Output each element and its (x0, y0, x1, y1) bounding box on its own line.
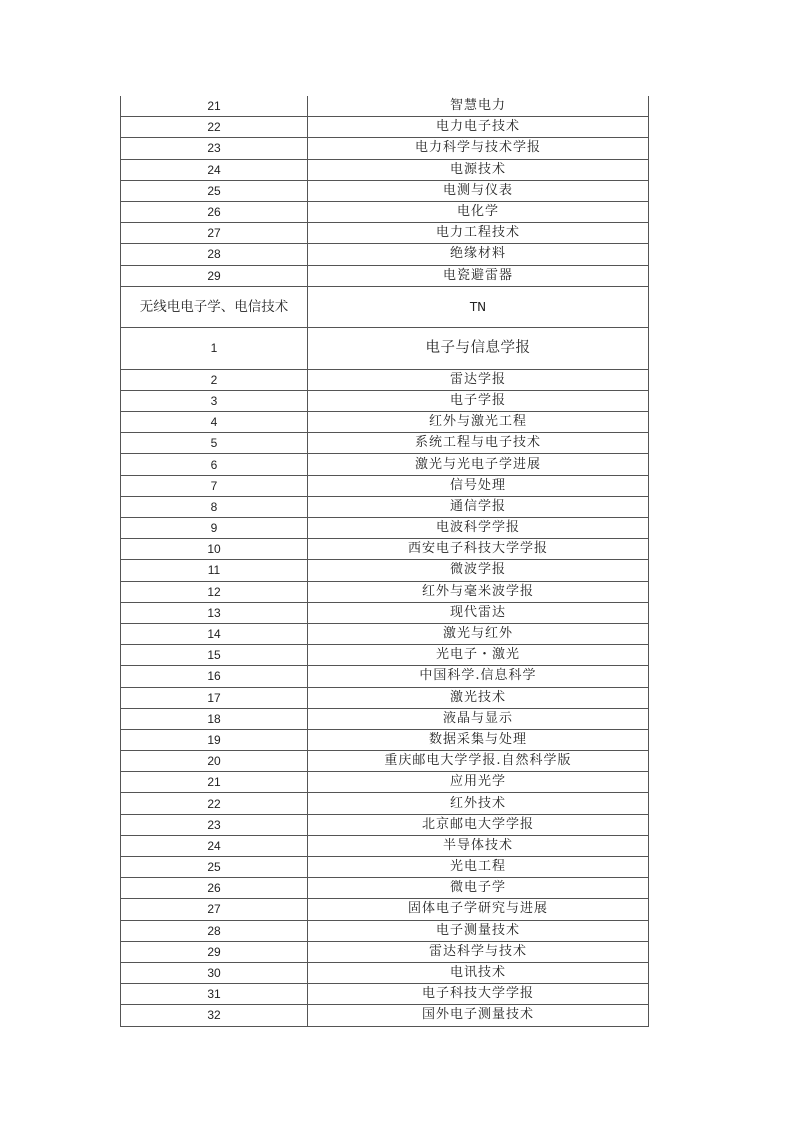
table-row (121, 496, 649, 517)
table-row (121, 369, 649, 390)
row-number: 21 (121, 96, 308, 117)
journal-title: 数据采集与处理 (308, 729, 649, 750)
row-number: 22 (121, 117, 308, 138)
table-row (121, 327, 649, 369)
table-row (121, 814, 649, 835)
catalog-table-body (121, 96, 649, 1026)
table-row (121, 793, 649, 814)
table-row (121, 412, 649, 433)
table-row (121, 560, 649, 581)
row-number: 22 (121, 793, 308, 814)
journal-catalog-table (120, 96, 649, 1027)
journal-title: 红外与激光工程 (308, 412, 649, 433)
section-heading: 无线电电子学、电信技术 (121, 286, 308, 327)
table-row (121, 835, 649, 856)
row-number: 32 (121, 1005, 308, 1026)
row-number: 26 (121, 878, 308, 899)
table-row (121, 857, 649, 878)
row-number: 27 (121, 223, 308, 244)
table-row (121, 751, 649, 772)
row-number: 8 (121, 496, 308, 517)
table-row (121, 475, 649, 496)
journal-title: 红外与毫米波学报 (308, 581, 649, 602)
table-row (121, 602, 649, 623)
table-row (121, 772, 649, 793)
table-row (121, 984, 649, 1005)
row-number: 10 (121, 539, 308, 560)
row-number: 7 (121, 475, 308, 496)
row-number: 30 (121, 962, 308, 983)
journal-title: 液晶与显示 (308, 708, 649, 729)
table-row (121, 878, 649, 899)
table-row (121, 390, 649, 411)
journal-title: 电源技术 (308, 159, 649, 180)
table-row (121, 159, 649, 180)
journal-title: 应用光学 (308, 772, 649, 793)
row-number: 28 (121, 244, 308, 265)
table-row (121, 223, 649, 244)
table-row (121, 518, 649, 539)
row-number: 27 (121, 899, 308, 920)
row-number: 24 (121, 835, 308, 856)
journal-title: 雷达科学与技术 (308, 941, 649, 962)
journal-title: 信号处理 (308, 475, 649, 496)
journal-title: 电力工程技术 (308, 223, 649, 244)
row-number: 18 (121, 708, 308, 729)
table-row (121, 265, 649, 286)
journal-title: 固体电子学研究与进展 (308, 899, 649, 920)
journal-title: 电力电子技术 (308, 117, 649, 138)
table-row (121, 941, 649, 962)
table-row (121, 1005, 649, 1026)
journal-title: 电力科学与技术学报 (308, 138, 649, 159)
table-row (121, 539, 649, 560)
journal-title: 电波科学学报 (308, 518, 649, 539)
row-number: 11 (121, 560, 308, 581)
row-number: 19 (121, 729, 308, 750)
journal-title: 微电子学 (308, 878, 649, 899)
row-number: 3 (121, 390, 308, 411)
row-number: 16 (121, 666, 308, 687)
journal-title: 系统工程与电子技术 (308, 433, 649, 454)
table-row (121, 433, 649, 454)
journal-title: 电子测量技术 (308, 920, 649, 941)
journal-title: 激光技术 (308, 687, 649, 708)
row-number: 2 (121, 369, 308, 390)
row-number: 14 (121, 623, 308, 644)
row-number: 25 (121, 180, 308, 201)
journal-title: 光电工程 (308, 857, 649, 878)
table-row (121, 244, 649, 265)
journal-title: 中国科学.信息科学 (308, 666, 649, 687)
journal-title: 激光与红外 (308, 623, 649, 644)
table-row (121, 201, 649, 222)
row-number: 29 (121, 941, 308, 962)
journal-title: 电瓷避雷器 (308, 265, 649, 286)
table-row (121, 729, 649, 750)
journal-title: 智慧电力 (308, 96, 649, 117)
row-number: 6 (121, 454, 308, 475)
table-row (121, 117, 649, 138)
journal-title: 电子学报 (308, 390, 649, 411)
table-row (121, 645, 649, 666)
row-number: 13 (121, 602, 308, 623)
table-row (121, 962, 649, 983)
table-row (121, 920, 649, 941)
journal-title: 电子与信息学报 (308, 327, 649, 369)
section-heading-row (121, 286, 649, 327)
row-number: 24 (121, 159, 308, 180)
row-number: 25 (121, 857, 308, 878)
row-number: 21 (121, 772, 308, 793)
row-number: 29 (121, 265, 308, 286)
journal-title: 电讯技术 (308, 962, 649, 983)
table-row (121, 96, 649, 117)
journal-title: 现代雷达 (308, 602, 649, 623)
journal-title: 绝缘材料 (308, 244, 649, 265)
row-number: 15 (121, 645, 308, 666)
journal-title: 微波学报 (308, 560, 649, 581)
row-number: 9 (121, 518, 308, 539)
table-row (121, 623, 649, 644)
journal-title: 红外技术 (308, 793, 649, 814)
journal-title: 激光与光电子学进展 (308, 454, 649, 475)
row-number: 26 (121, 201, 308, 222)
row-number: 4 (121, 412, 308, 433)
table-row (121, 138, 649, 159)
journal-title: 重庆邮电大学学报.自然科学版 (308, 751, 649, 772)
table-row (121, 581, 649, 602)
table-row (121, 708, 649, 729)
journal-title: 北京邮电大学学报 (308, 814, 649, 835)
row-number: 1 (121, 327, 308, 369)
classification-code: TN (308, 286, 649, 327)
row-number: 28 (121, 920, 308, 941)
row-number: 31 (121, 984, 308, 1005)
row-number: 17 (121, 687, 308, 708)
table-row (121, 666, 649, 687)
journal-title: 电测与仪表 (308, 180, 649, 201)
table-row (121, 454, 649, 475)
journal-title: 电化学 (308, 201, 649, 222)
journal-title: 雷达学报 (308, 369, 649, 390)
row-number: 12 (121, 581, 308, 602)
row-number: 5 (121, 433, 308, 454)
journal-title: 半导体技术 (308, 835, 649, 856)
journal-title: 通信学报 (308, 496, 649, 517)
row-number: 23 (121, 138, 308, 159)
journal-title: 电子科技大学学报 (308, 984, 649, 1005)
table-row (121, 180, 649, 201)
row-number: 23 (121, 814, 308, 835)
journal-title: 西安电子科技大学学报 (308, 539, 649, 560)
journal-title: 光电子・激光 (308, 645, 649, 666)
table-row (121, 687, 649, 708)
row-number: 20 (121, 751, 308, 772)
table-row (121, 899, 649, 920)
journal-title: 国外电子测量技术 (308, 1005, 649, 1026)
